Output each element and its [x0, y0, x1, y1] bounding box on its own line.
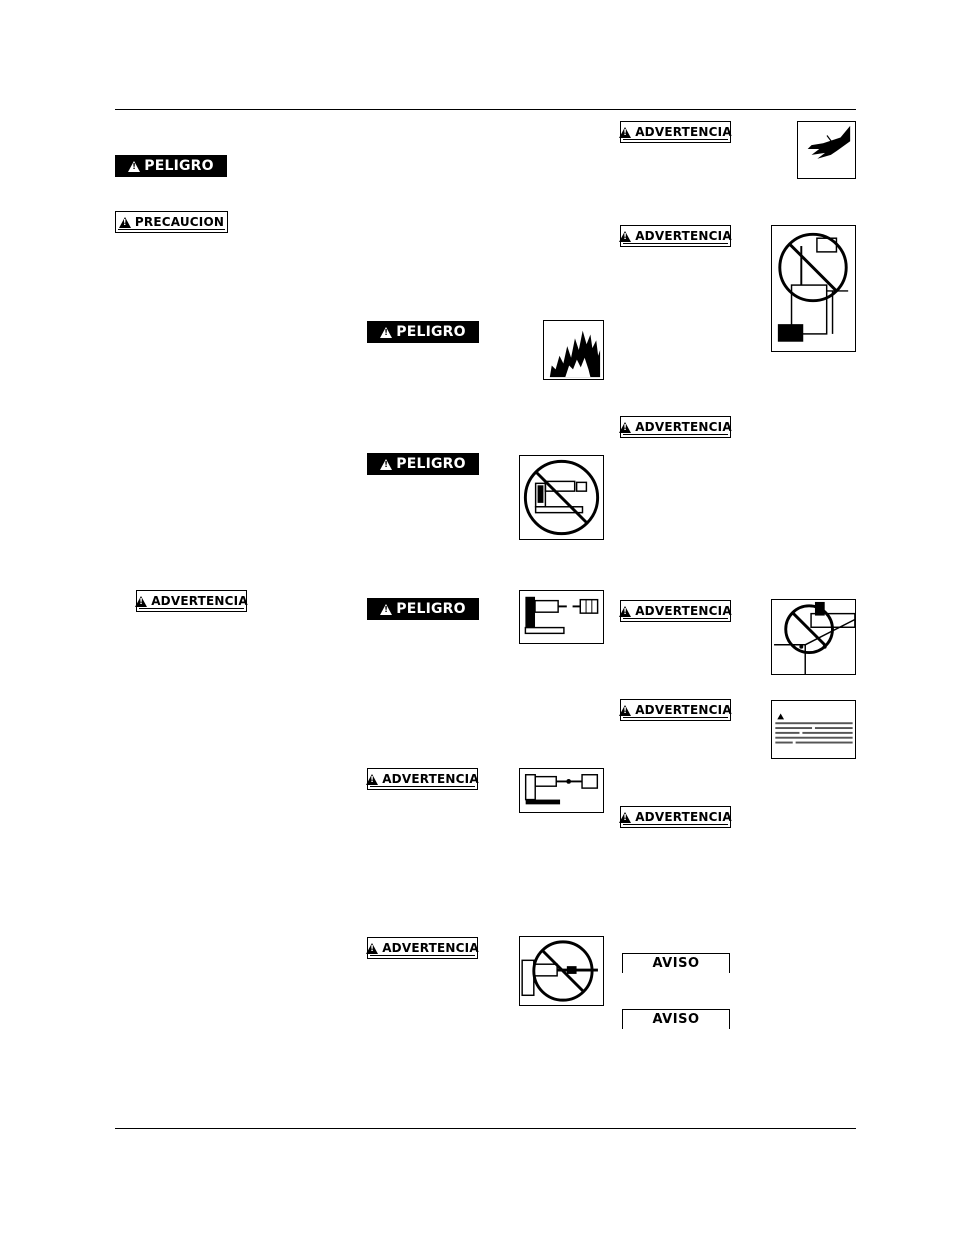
advertencia-badge: ! ADVERTENCIA — [620, 121, 731, 143]
advertencia-badge: ! ADVERTENCIA — [367, 937, 478, 959]
warning-triangle-icon — [128, 161, 140, 172]
warning-triangle-icon — [619, 812, 631, 823]
aviso-label: AVISO — [622, 1009, 730, 1029]
hand-injury-icon — [797, 121, 856, 179]
warning-label-icon — [771, 700, 856, 759]
top-rule — [115, 109, 856, 110]
no-work-on-edge-icon — [771, 599, 856, 675]
advertencia-badge: ! ADVERTENCIA — [367, 768, 478, 790]
peligro-badge: ! PELIGRO — [367, 321, 479, 343]
advertencia-badge: ! ADVERTENCIA — [620, 600, 731, 622]
warning-triangle-icon — [380, 459, 392, 470]
advertencia-badge: ! ADVERTENCIA — [136, 590, 247, 612]
warning-triangle-icon — [380, 327, 392, 338]
peligro-badge: ! PELIGRO — [367, 453, 479, 475]
warning-triangle-icon — [380, 604, 392, 615]
precaucion-badge: ! PRECAUCION — [115, 211, 228, 233]
warning-triangle-icon — [119, 217, 131, 228]
no-tank-modification-icon — [771, 225, 856, 352]
warning-triangle-icon — [135, 596, 147, 607]
warning-triangle-icon — [366, 774, 378, 785]
advertencia-badge: ! ADVERTENCIA — [620, 699, 731, 721]
warning-triangle-icon — [619, 705, 631, 716]
disconnect-air-icon — [519, 590, 604, 644]
peligro-badge: ! PELIGRO — [367, 598, 479, 620]
bottom-rule — [115, 1128, 856, 1129]
warning-triangle-icon — [619, 606, 631, 617]
advertencia-badge: ! ADVERTENCIA — [620, 225, 731, 247]
fire-hazard-icon — [543, 320, 604, 380]
no-nailer-near-compressor-icon — [519, 455, 604, 540]
warning-triangle-icon — [619, 422, 631, 433]
warning-triangle-icon — [619, 231, 631, 242]
warning-triangle-icon — [619, 127, 631, 138]
aviso-label: AVISO — [622, 953, 730, 973]
no-disconnect-hose-icon — [519, 936, 604, 1006]
nailer-connected-hose-icon — [519, 768, 604, 813]
peligro-badge: ! PELIGRO — [115, 155, 227, 177]
advertencia-badge: ! ADVERTENCIA — [620, 806, 731, 828]
warning-triangle-icon — [366, 943, 378, 954]
advertencia-badge: ! ADVERTENCIA — [620, 416, 731, 438]
